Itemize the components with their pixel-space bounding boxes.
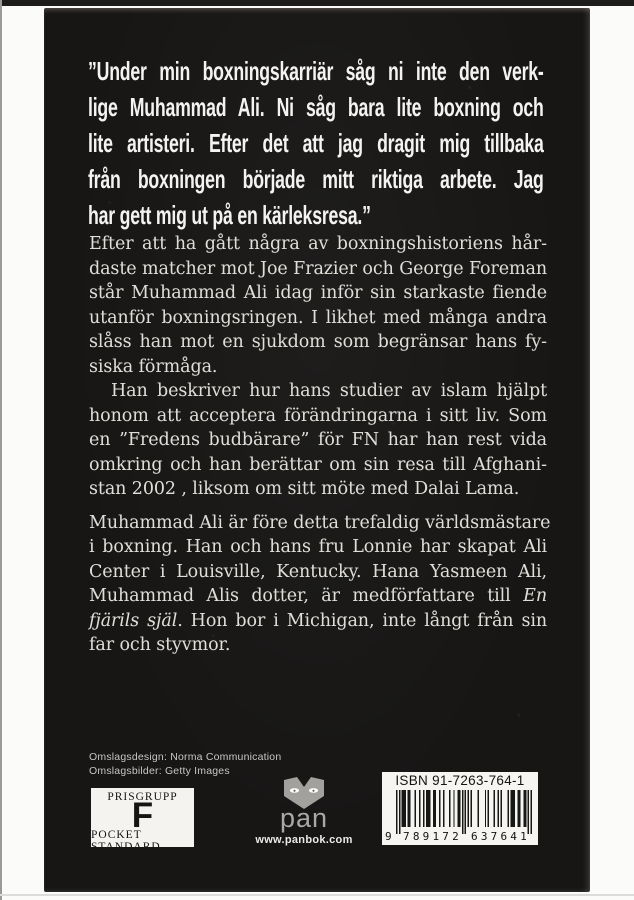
isbn-barcode-box	[382, 772, 538, 845]
scan-top-edge	[0, 0, 634, 6]
text-line: stan 2002 , liksom om sitt möte med Dalai Lama.	[89, 479, 520, 499]
text-segment: Muhammad Alis dotter, är medförfattare till	[89, 586, 524, 606]
headline-quote	[88, 53, 544, 233]
book-title-italic: fjärils själ	[89, 610, 178, 631]
text-line: Muhammad Ali är före detta trefaldig världsmästare	[89, 512, 551, 533]
text-line: Center i Louisville, Kentucky. Hana Yasmeen Ali,	[89, 561, 547, 582]
barcode-digit-lead: 9	[385, 830, 395, 843]
text-line: en ”Fredens budbärare” för FN har han rest vida	[89, 430, 547, 450]
text-line: omkring och han berättar om sin resa till Afghani-	[89, 454, 547, 475]
scan-bottom-edge	[0, 894, 634, 896]
publisher-website: www.panbok.com	[255, 834, 353, 846]
text-line: daste matcher mot Joe Frazier och George Foreman	[89, 258, 547, 279]
text-line	[89, 584, 547, 609]
scan-left-edge	[0, 0, 2, 900]
publisher-name: pan	[279, 803, 329, 833]
synopsis	[89, 232, 551, 658]
text-line: Efter att ha gått några av boxningshistoriens hår-	[89, 234, 547, 254]
credit-design: Omslagsdesign: Norma Communication	[89, 751, 282, 763]
text-segment: . Hon bor i Michigan, inte långt från sin	[177, 610, 547, 631]
price-group-letter: F	[131, 796, 154, 835]
text-line: utanför boxningsringen. I likhet med många andra	[89, 307, 547, 328]
price-group-box	[91, 788, 194, 853]
text-line: står Muhammad Ali idag inför sin starkaste fiende	[89, 283, 547, 303]
quote-line: ”Under min boxningskarriär såg ni inte den verk-	[88, 56, 544, 86]
ean-barcode	[396, 790, 532, 834]
quote-line: har gett mig ut på en kärleksresa.”	[88, 200, 371, 230]
barcode-digits-left: 789172	[403, 830, 462, 843]
quote-line: från boxningen började mitt riktiga arbete. Jag	[88, 164, 544, 194]
text-line	[89, 609, 547, 634]
text-line: honom att acceptera förändringarna i sitt liv. Som	[89, 405, 547, 426]
price-group-label: PRISGRUPP	[107, 791, 178, 803]
price-group-category: POCKET STANDARD	[91, 829, 161, 853]
book-back-cover	[44, 8, 590, 892]
quote-line: lite artisteri. Efter det att jag dragit mig tillbaka	[88, 128, 544, 158]
text-line: far och styvmor.	[89, 635, 231, 655]
synopsis-paragraph-2	[89, 379, 547, 502]
book-title-italic: En	[523, 586, 547, 606]
text-line: i boxning. Han och hans fru Lonnie har skapat Ali	[89, 537, 547, 557]
text-line: siska förmåga.	[89, 356, 218, 377]
cover-credits	[89, 751, 281, 778]
synopsis-paragraph-1	[89, 232, 547, 379]
isbn-label: ISBN 91-7263-764-1	[395, 773, 525, 788]
barcode-digits-right: 637641	[471, 830, 530, 843]
text-line: slåss han mot en sjukdom som begränsar hans fy-	[89, 332, 547, 352]
text-line: Han beskriver hur hans studier av islam hjälpt	[111, 381, 547, 401]
credit-images: Omslagsbilder: Getty Images	[89, 764, 230, 777]
quote-line: lige Muhammad Ali. Ni såg bara lite boxning och	[88, 92, 544, 122]
author-bio-paragraph	[89, 511, 551, 658]
